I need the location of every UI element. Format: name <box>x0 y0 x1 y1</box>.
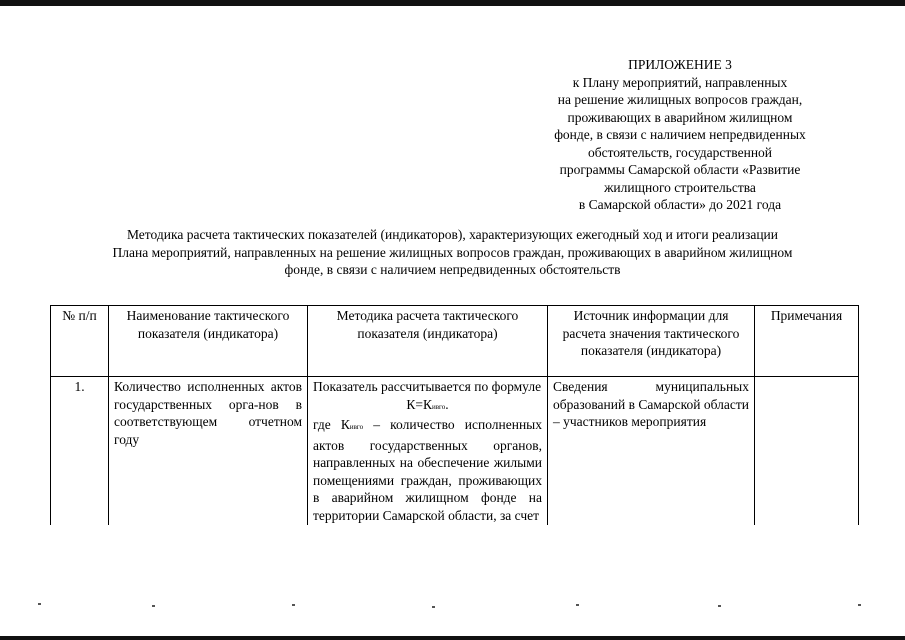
formula-base: К=К <box>406 396 432 412</box>
scan-edge-top <box>0 0 905 6</box>
appendix-line: к Плану мероприятий, направленных <box>572 74 788 90</box>
title-line: Плана мероприятий, направленных на решение жилищных вопросов граждан, проживающих в аварийном жилищном <box>112 244 793 260</box>
table-header-row <box>51 306 859 377</box>
formula-end: . <box>445 396 449 412</box>
header-number: № п/п <box>51 306 109 377</box>
scan-edge-bottom <box>0 636 905 640</box>
row-method <box>308 377 548 526</box>
header-notes: Примечания <box>755 306 859 377</box>
header-method: Методика расчета тактического показателя (индикатора) <box>308 306 548 377</box>
header-indicator-name: Наименование тактического показателя (индикатора) <box>109 306 308 377</box>
appendix-line: проживающих в аварийном жилищном <box>567 109 793 125</box>
indicators-table <box>50 305 859 525</box>
appendix-line: на решение жилищных вопросов граждан, <box>557 92 803 107</box>
method-definition <box>313 416 542 524</box>
appendix-heading <box>520 56 840 214</box>
definition-prefix: где К <box>313 417 350 432</box>
appendix-line: ПРИЛОЖЕНИЕ 3 <box>628 57 732 72</box>
scan-noise <box>0 600 905 610</box>
row-source: Сведения муниципальных образований в Самарской области – участников мероприятия <box>548 377 755 526</box>
appendix-line: обстоятельств, государственной <box>587 144 773 160</box>
row-indicator-name: Количество исполненных актов государственных орга-нов в соответствующем отчетном году <box>109 377 308 526</box>
header-source: Источник информации для расчета значения тактического показателя (индикатора) <box>548 306 755 377</box>
document-title <box>50 226 855 279</box>
table-row <box>51 377 859 526</box>
method-formula <box>313 396 542 417</box>
row-notes <box>755 377 859 526</box>
title-line: фонде, в связи с наличием непредвиденных обстоятельств <box>284 262 621 277</box>
row-number: 1. <box>51 377 109 526</box>
definition-text: – количество исполненных актов государственных органов, направленных на обеспечение жилыми помещениями граждан, проживающих в аварийном жилищном фонде на территории Самарской области, за счет <box>313 417 542 523</box>
method-intro: Показатель рассчитывается по формуле <box>313 379 542 394</box>
title-line: Методика расчета тактических показателей (индикаторов), характеризующих ежегодный ход и итоги реализации <box>126 227 778 242</box>
appendix-line: в Самарской области» до 2021 года <box>578 197 782 212</box>
formula-subscript: ивго <box>432 402 446 411</box>
appendix-line: жилищного строительства <box>604 179 756 195</box>
appendix-line: фонде, в связи с наличием непредвиденных <box>554 127 806 142</box>
appendix-line: программы Самарской области «Развитие <box>559 162 801 177</box>
definition-subscript: ивго <box>349 423 364 431</box>
